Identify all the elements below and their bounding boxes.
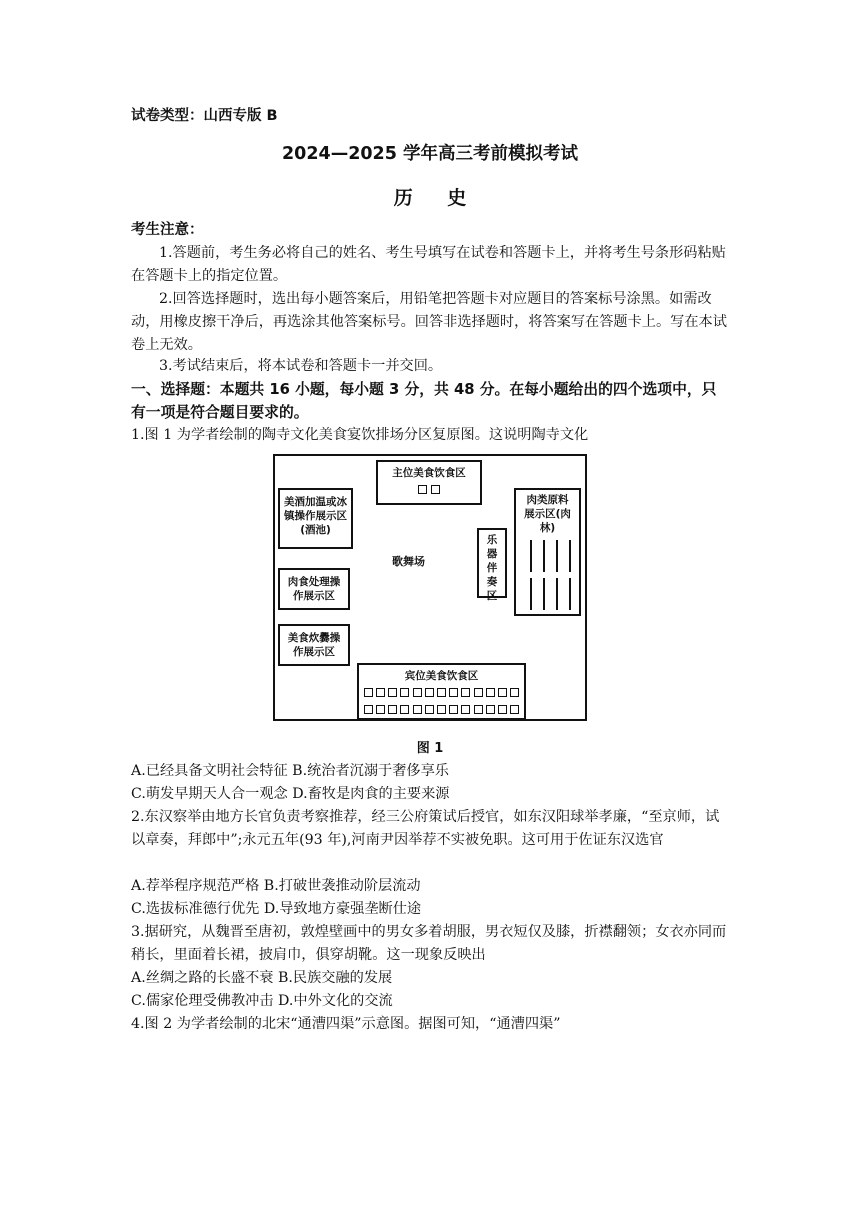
question-1-stem: 1.图 1 为学者绘制的陶寺文化美食宴饮排场分区复原图。这说明陶寺文化 — [131, 427, 589, 443]
zone-music: 乐器伴奏区 — [477, 528, 507, 598]
question-3-stem: 3.据研究，从魏晋至唐初，敦煌壁画中的男女多着胡服，男衣短仅及膝，折襟翻领；女衣亦同而稍长，里面着长裙，披肩巾，俱穿胡靴。这一现象反映出 — [131, 924, 727, 963]
exam-title: 2024—2025 学年高三考前模拟考试 — [281, 144, 578, 164]
meat-rack-line — [543, 540, 545, 572]
question-4-stem: 4.图 2 为学者绘制的北宋“通漕四渠”示意图。据图可知，“通漕四渠” — [131, 1016, 561, 1032]
zone-host-dining — [376, 460, 482, 505]
host-seats — [378, 484, 480, 498]
meat-rack-line — [530, 540, 532, 572]
question-2-options-row-1: A.荐举程序规范严格 B.打破世袭推动阶层流动 — [131, 878, 421, 894]
zone-cooking: 美食炊爨操作展示区 — [278, 624, 350, 666]
paper-type-label: 试卷类型：山西专版 B — [131, 108, 278, 124]
question-1-options-row-1: A.已经具备文明社会特征 B.统治者沉溺于奢侈享乐 — [131, 763, 449, 779]
zone-guest-label: 宾位美食饮食区 — [404, 670, 479, 682]
question-1-options-row-2: C.萌发早期天人合一观念 D.畜牧是肉食的主要来源 — [131, 786, 450, 802]
figure-1-diagram — [273, 454, 587, 721]
question-2-options-row-2: C.选拔标准德行优先 D.导致地方豪强垄断仕途 — [131, 901, 422, 917]
figure-1-caption: 图 1 — [416, 741, 444, 756]
question-3-options-row-1: A.丝绸之路的长盛不衰 B.民族交融的发展 — [131, 970, 393, 986]
subject-title: 历 史 — [393, 187, 481, 209]
guest-seats-row-1 — [359, 688, 524, 699]
meat-rack-line — [569, 578, 571, 610]
zone-meat-raw-label: 肉类原料展示区(肉林) — [524, 494, 571, 534]
meat-rack-line — [530, 578, 532, 610]
meat-rack-line — [543, 578, 545, 610]
zone-wine: 美酒加温或冰镇操作展示区(酒池) — [278, 488, 353, 549]
zone-meat-processing: 肉食处理操作展示区 — [278, 568, 350, 610]
section-1-heading: 一、选择题：本题共 16 小题，每小题 3 分，共 48 分。在每小题给出的四个选项中，只有一项是符合题目要求的。 — [131, 381, 717, 421]
notice-item-3: 3.考试结束后，将本试卷和答题卡一并交回。 — [159, 358, 443, 374]
zone-meat-raw — [514, 488, 581, 616]
zone-guest-dining — [357, 663, 526, 720]
meat-rack-line — [569, 540, 571, 572]
notice-heading: 考生注意： — [131, 222, 204, 238]
zone-dance-label: 歌舞场 — [392, 555, 425, 568]
question-2-stem: 2.东汉察举由地方长官负责考察推荐，经三公府策试后授官，如东汉阳球举孝廉，“至京师，试以章奏，拜郎中”;永元五年(93 年),河南尹因举荐不实被免职。这可用于佐证东汉选官 — [131, 809, 720, 848]
zone-host-label: 主位美食饮食区 — [392, 467, 466, 479]
meat-rack-line — [556, 578, 558, 610]
notice-item-1: 1.答题前，考生务必将自己的姓名、考生号填写在试卷和答题卡上，并将考生号条形码粘贴在答题卡上的指定位置。 — [131, 245, 726, 284]
meat-rack-line — [556, 540, 558, 572]
notice-item-2: 2.回答选择题时，选出每小题答案后，用铅笔把答题卡对应题目的答案标号涂黑。如需改动，用橡皮擦干净后，再选涂其他答案标号。回答非选择题时，将答案写在答题卡上。写在本试卷上无效。 — [131, 291, 727, 353]
guest-seats-row-2 — [359, 705, 524, 716]
question-3-options-row-2: C.儒家伦理受佛教冲击 D.中外文化的交流 — [131, 993, 393, 1009]
